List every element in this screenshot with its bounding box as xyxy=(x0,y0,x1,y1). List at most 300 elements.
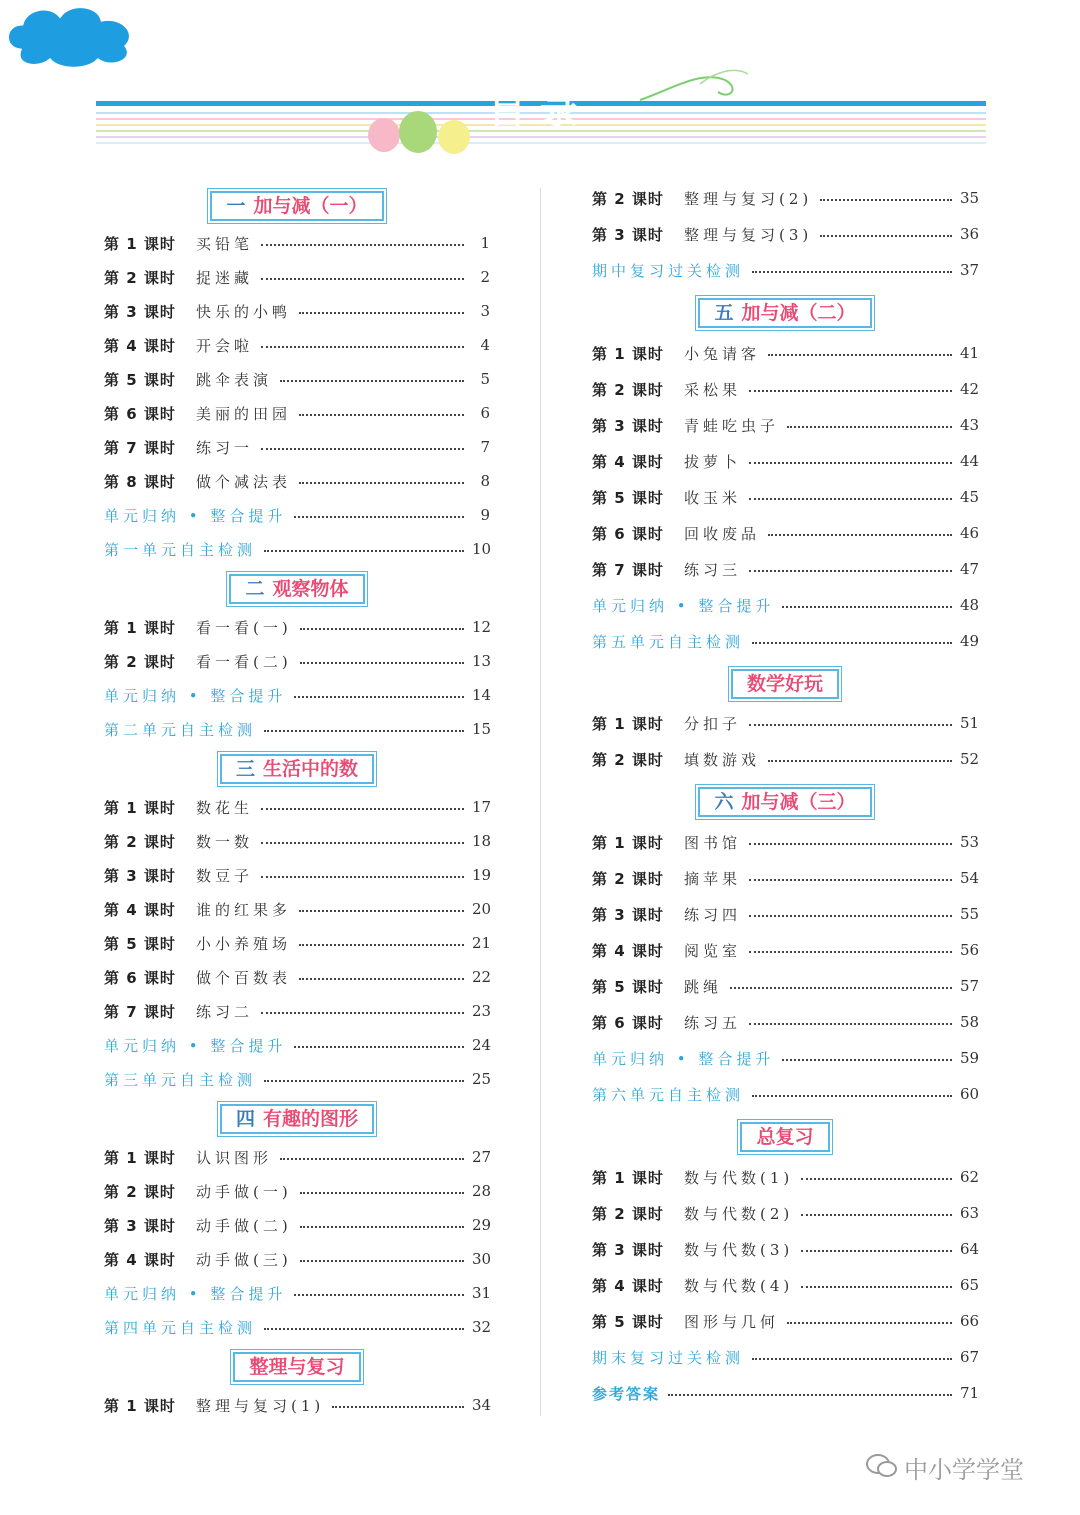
entry-title: 单元归纳 • 整合提升 xyxy=(592,596,775,615)
section-heading xyxy=(592,669,978,699)
toc-entry[interactable] xyxy=(104,1178,490,1204)
toc-entry[interactable] xyxy=(592,1308,978,1334)
entry-title: 做个减法表 xyxy=(196,472,292,491)
lesson-number: 第 1 课时 xyxy=(592,833,664,852)
section-heading-box xyxy=(698,298,871,328)
toc-entry[interactable] xyxy=(104,998,490,1024)
section-title: 有趣的图形 xyxy=(263,1108,359,1130)
lesson-number: 第 1 课时 xyxy=(104,1148,176,1167)
lesson-number: 第 7 课时 xyxy=(104,1002,176,1021)
toc-entry[interactable] xyxy=(104,1246,490,1272)
entry-title: 捉迷藏 xyxy=(196,268,254,287)
page-number: 10 xyxy=(472,540,492,558)
page-number: 23 xyxy=(472,1002,492,1020)
toc-entry[interactable] xyxy=(104,648,490,674)
lesson-number: 第 3 课时 xyxy=(104,1216,176,1235)
page-title: 目录 xyxy=(487,89,592,133)
toc-entry[interactable] xyxy=(104,1280,490,1306)
dot-leader xyxy=(280,1158,464,1160)
dot-leader xyxy=(264,730,464,732)
entry-title: 单元归纳 • 整合提升 xyxy=(592,1049,775,1068)
dot-leader xyxy=(749,1023,952,1025)
dot-leader xyxy=(749,462,952,464)
toc-entry[interactable] xyxy=(104,1392,490,1418)
entry-title: 参考答案 xyxy=(592,1384,661,1403)
page-number: 34 xyxy=(472,1396,492,1414)
entry-title: 第二单元自主检测 xyxy=(104,720,257,739)
toc-entry[interactable] xyxy=(592,257,978,283)
section-number: 三 xyxy=(235,758,255,780)
dot-leader xyxy=(801,1178,952,1180)
page-number: 20 xyxy=(472,900,492,918)
page-number: 12 xyxy=(472,618,492,636)
lesson-number: 第 2 课时 xyxy=(592,869,664,888)
dot-leader xyxy=(332,1406,464,1408)
toc-entry[interactable] xyxy=(104,1144,490,1170)
section-title: 加与减（一） xyxy=(253,195,368,217)
entry-title: 分扣子 xyxy=(684,714,742,733)
page-number: 54 xyxy=(960,869,980,887)
dot-leader xyxy=(300,1226,464,1228)
lesson-number: 第 1 课时 xyxy=(104,798,176,817)
toc-entry[interactable] xyxy=(592,1164,978,1190)
column-divider xyxy=(540,188,541,1416)
page-number: 48 xyxy=(960,596,980,614)
toc-entry[interactable] xyxy=(592,412,978,438)
lesson-number: 第 3 课时 xyxy=(104,866,176,885)
toc-entry[interactable] xyxy=(592,746,978,772)
entry-title: 单元归纳 • 整合提升 xyxy=(104,506,287,525)
entry-title: 小兔请客 xyxy=(684,344,761,363)
dot-leader xyxy=(801,1214,952,1216)
toc-entry[interactable] xyxy=(592,829,978,855)
dot-leader xyxy=(300,662,464,664)
entry-title: 回收废品 xyxy=(684,524,761,543)
entry-title: 动手做(一) xyxy=(196,1182,292,1201)
dot-leader xyxy=(261,808,464,810)
lesson-number: 第 5 课时 xyxy=(592,488,664,507)
entry-title: 期中复习过关检测 xyxy=(592,261,745,280)
page-number: 8 xyxy=(480,472,490,490)
page-number: 13 xyxy=(472,652,492,670)
toc-entry[interactable] xyxy=(104,502,490,528)
lesson-number: 第 8 课时 xyxy=(104,472,176,491)
entry-title: 收玉米 xyxy=(684,488,742,507)
dot-leader xyxy=(261,448,464,450)
page-number: 7 xyxy=(480,438,490,456)
dot-leader xyxy=(752,1358,952,1360)
entry-title: 数豆子 xyxy=(196,866,254,885)
section-heading-box xyxy=(229,574,364,604)
entry-title: 看一看(一) xyxy=(196,618,292,637)
toc-entry[interactable] xyxy=(104,434,490,460)
lesson-number: 第 3 课时 xyxy=(104,302,176,321)
lesson-number: 第 4 课时 xyxy=(592,1276,664,1295)
toc-entry[interactable] xyxy=(592,556,978,582)
lesson-number: 第 1 课时 xyxy=(104,618,176,637)
dot-leader xyxy=(294,1294,464,1296)
entry-title: 数与代数(1) xyxy=(684,1168,794,1187)
section-title: 观察物体 xyxy=(272,578,349,600)
page-number: 41 xyxy=(960,344,980,362)
balloon-icon xyxy=(368,111,470,154)
lesson-number: 第 4 课时 xyxy=(104,1250,176,1269)
section-heading-box xyxy=(698,787,871,817)
page-number: 66 xyxy=(960,1312,980,1330)
section-heading xyxy=(104,574,490,604)
page-number: 14 xyxy=(472,686,492,704)
dot-leader xyxy=(261,346,464,348)
lesson-number: 第 4 课时 xyxy=(592,941,664,960)
entry-title: 谁的红果多 xyxy=(196,900,292,919)
page-number: 59 xyxy=(960,1049,980,1067)
lesson-number: 第 2 课时 xyxy=(592,380,664,399)
entry-title: 美丽的田园 xyxy=(196,404,292,423)
entry-title: 单元归纳 • 整合提升 xyxy=(104,686,287,705)
toc-entry[interactable] xyxy=(104,536,490,562)
entry-title: 青蛙吃虫子 xyxy=(684,416,780,435)
dot-leader xyxy=(294,696,464,698)
section-number: 二 xyxy=(245,578,265,600)
page-number: 62 xyxy=(960,1168,980,1186)
lesson-number: 第 5 课时 xyxy=(104,934,176,953)
dot-leader xyxy=(749,390,952,392)
lesson-number: 第 2 课时 xyxy=(592,750,664,769)
dot-leader xyxy=(768,534,952,536)
lesson-number: 第 5 课时 xyxy=(592,977,664,996)
toc-entry[interactable] xyxy=(592,1009,978,1035)
section-heading xyxy=(592,1122,978,1152)
page-number: 18 xyxy=(472,832,492,850)
lesson-number: 第 6 课时 xyxy=(592,524,664,543)
toc-entry[interactable] xyxy=(104,1066,490,1092)
entry-title: 看一看(二) xyxy=(196,652,292,671)
page-number: 52 xyxy=(960,750,980,768)
section-number: 四 xyxy=(235,1108,255,1130)
lesson-number: 第 3 课时 xyxy=(592,905,664,924)
page-number: 71 xyxy=(960,1384,980,1402)
entry-title: 数与代数(4) xyxy=(684,1276,794,1295)
entry-title: 第四单元自主检测 xyxy=(104,1318,257,1337)
toc-entry[interactable] xyxy=(592,376,978,402)
page-number: 46 xyxy=(960,524,980,542)
page-number: 43 xyxy=(960,416,980,434)
toc-entry[interactable] xyxy=(592,484,978,510)
dot-leader xyxy=(782,1059,952,1061)
entry-title: 第五单元自主检测 xyxy=(592,632,745,651)
page-number: 19 xyxy=(472,866,492,884)
entry-title: 动手做(二) xyxy=(196,1216,292,1235)
page-number: 9 xyxy=(480,506,490,524)
entry-title: 第三单元自主检测 xyxy=(104,1070,257,1089)
toc-entry[interactable] xyxy=(592,1380,978,1406)
dot-leader xyxy=(749,498,952,500)
entry-title: 跳伞表演 xyxy=(196,370,273,389)
page-number: 6 xyxy=(480,404,490,422)
section-heading-box xyxy=(740,1122,829,1152)
toc-entry[interactable] xyxy=(104,400,490,426)
toc-entry[interactable] xyxy=(104,468,490,494)
page-number: 17 xyxy=(472,798,492,816)
lesson-number: 第 2 课时 xyxy=(104,1182,176,1201)
page-number: 67 xyxy=(960,1348,980,1366)
entry-title: 数与代数(3) xyxy=(684,1240,794,1259)
dot-leader xyxy=(820,235,952,237)
dot-leader xyxy=(787,426,952,428)
page-number: 64 xyxy=(960,1240,980,1258)
dot-leader xyxy=(768,760,952,762)
lesson-number: 第 6 课时 xyxy=(592,1013,664,1032)
dot-leader xyxy=(264,1328,464,1330)
page-number: 35 xyxy=(960,189,980,207)
dot-leader xyxy=(261,876,464,878)
dot-leader xyxy=(300,1192,464,1194)
dot-leader xyxy=(787,1322,952,1324)
lesson-number: 第 1 课时 xyxy=(104,234,176,253)
lesson-number: 第 2 课时 xyxy=(592,1204,664,1223)
dot-leader xyxy=(261,842,464,844)
lesson-number: 第 3 课时 xyxy=(592,225,664,244)
toc-entry[interactable] xyxy=(104,682,490,708)
toc-entry[interactable] xyxy=(104,828,490,854)
toc-entry[interactable] xyxy=(592,710,978,736)
section-heading-box xyxy=(210,191,383,221)
toc-entry[interactable] xyxy=(592,592,978,618)
entry-title: 练习三 xyxy=(684,560,742,579)
section-number: 一 xyxy=(226,195,246,217)
page-number: 30 xyxy=(472,1250,492,1268)
section-heading xyxy=(104,1104,490,1134)
page-number: 55 xyxy=(960,905,980,923)
entry-title: 整理与复习(1) xyxy=(196,1396,325,1415)
entry-title: 整理与复习(3) xyxy=(684,225,813,244)
dot-leader xyxy=(749,570,952,572)
toc-entry[interactable] xyxy=(104,332,490,358)
dot-leader xyxy=(749,724,952,726)
lesson-number: 第 5 课时 xyxy=(104,370,176,389)
toc-entry[interactable] xyxy=(104,930,490,956)
dot-leader xyxy=(782,606,952,608)
entry-title: 摘苹果 xyxy=(684,869,742,888)
dot-leader xyxy=(264,550,464,552)
page-number: 21 xyxy=(472,934,492,952)
entry-title: 第一单元自主检测 xyxy=(104,540,257,559)
toc-entry[interactable] xyxy=(592,1236,978,1262)
section-number: 五 xyxy=(714,302,734,324)
lesson-number: 第 3 课时 xyxy=(592,416,664,435)
entry-title: 期末复习过关检测 xyxy=(592,1348,745,1367)
entry-title: 阅览室 xyxy=(684,941,742,960)
entry-title: 买铅笔 xyxy=(196,234,254,253)
dot-leader xyxy=(299,978,464,980)
toc-entry[interactable] xyxy=(592,448,978,474)
dot-leader xyxy=(801,1286,952,1288)
page-number: 1 xyxy=(480,234,490,252)
toc-entry[interactable] xyxy=(104,264,490,290)
toc-entry[interactable] xyxy=(104,614,490,640)
entry-title: 单元归纳 • 整合提升 xyxy=(104,1036,287,1055)
toc-entry[interactable] xyxy=(592,865,978,891)
entry-title: 小小养殖场 xyxy=(196,934,292,953)
section-number: 六 xyxy=(714,791,734,813)
dot-leader xyxy=(730,987,952,989)
toc-entry[interactable] xyxy=(592,628,978,654)
toc-entry[interactable] xyxy=(104,366,490,392)
lesson-number: 第 2 课时 xyxy=(104,268,176,287)
toc-entry[interactable] xyxy=(104,298,490,324)
section-heading-box xyxy=(220,1104,374,1134)
dot-leader xyxy=(299,944,464,946)
page-number: 49 xyxy=(960,632,980,650)
section-heading xyxy=(592,298,978,328)
section-heading xyxy=(592,787,978,817)
toc-entry[interactable] xyxy=(104,1314,490,1340)
section-title: 整理与复习 xyxy=(249,1356,345,1378)
page-number: 57 xyxy=(960,977,980,995)
toc-entry[interactable] xyxy=(592,520,978,546)
toc-entry[interactable] xyxy=(592,1272,978,1298)
entry-title: 练习一 xyxy=(196,438,254,457)
page-number: 60 xyxy=(960,1085,980,1103)
toc-entry[interactable] xyxy=(592,973,978,999)
entry-title: 第六单元自主检测 xyxy=(592,1085,745,1104)
entry-title: 练习二 xyxy=(196,1002,254,1021)
dot-leader xyxy=(261,278,464,280)
page-number: 4 xyxy=(480,336,490,354)
page-number: 31 xyxy=(472,1284,492,1302)
toc-entry[interactable] xyxy=(592,340,978,366)
toc-entry[interactable] xyxy=(104,794,490,820)
dot-leader xyxy=(294,1046,464,1048)
page-number: 53 xyxy=(960,833,980,851)
dot-leader xyxy=(264,1080,464,1082)
toc-entry[interactable] xyxy=(592,937,978,963)
lesson-number: 第 5 课时 xyxy=(592,1312,664,1331)
dot-leader xyxy=(752,271,952,273)
lesson-number: 第 2 课时 xyxy=(104,652,176,671)
section-title: 加与减（二） xyxy=(741,302,856,324)
page-number: 22 xyxy=(472,968,492,986)
page-number: 65 xyxy=(960,1276,980,1294)
page-number: 51 xyxy=(960,714,980,732)
toc-entry[interactable] xyxy=(104,896,490,922)
dot-leader xyxy=(294,516,464,518)
toc-entry[interactable] xyxy=(104,964,490,990)
entry-title: 图书馆 xyxy=(684,833,742,852)
entry-title: 认识图形 xyxy=(196,1148,273,1167)
entry-title: 开会啦 xyxy=(196,336,254,355)
page-number: 24 xyxy=(472,1036,492,1054)
section-heading xyxy=(104,191,490,221)
lesson-number: 第 7 课时 xyxy=(592,560,664,579)
entry-title: 数一数 xyxy=(196,832,254,851)
section-heading xyxy=(104,754,490,784)
page-number: 28 xyxy=(472,1182,492,1200)
dot-leader xyxy=(300,628,464,630)
toc-entry[interactable] xyxy=(592,1344,978,1370)
dot-leader xyxy=(300,1260,464,1262)
dot-leader xyxy=(749,843,952,845)
watermark-text: 中小学学堂 xyxy=(904,1456,1024,1484)
page-number: 3 xyxy=(480,302,490,320)
toc-entry[interactable] xyxy=(592,185,978,211)
dot-leader xyxy=(820,199,952,201)
page-number: 47 xyxy=(960,560,980,578)
entry-title: 数与代数(2) xyxy=(684,1204,794,1223)
page-number: 27 xyxy=(472,1148,492,1166)
toc-entry[interactable] xyxy=(104,716,490,742)
dot-leader xyxy=(752,1095,952,1097)
dot-leader xyxy=(801,1250,952,1252)
page-number: 5 xyxy=(480,370,490,388)
lesson-number: 第 4 课时 xyxy=(592,452,664,471)
toc-entry[interactable] xyxy=(592,221,978,247)
entry-title: 采松果 xyxy=(684,380,742,399)
dot-leader xyxy=(768,354,952,356)
entry-title: 跳绳 xyxy=(684,977,723,996)
lesson-number: 第 1 课时 xyxy=(592,344,664,363)
dot-leader xyxy=(299,482,464,484)
toc-entry[interactable] xyxy=(104,862,490,888)
page-number: 37 xyxy=(960,261,980,279)
dot-leader xyxy=(749,951,952,953)
entry-title: 拔萝卜 xyxy=(684,452,742,471)
dot-leader xyxy=(752,642,952,644)
dot-leader xyxy=(261,1012,464,1014)
entry-title: 练习四 xyxy=(684,905,742,924)
entry-title: 快乐的小鸭 xyxy=(196,302,292,321)
dot-leader xyxy=(299,910,464,912)
section-heading-box xyxy=(233,1352,360,1382)
toc-entry[interactable] xyxy=(592,1045,978,1071)
page-header xyxy=(0,0,1080,170)
entry-title: 做个百数表 xyxy=(196,968,292,987)
lesson-number: 第 6 课时 xyxy=(104,968,176,987)
page-number: 36 xyxy=(960,225,980,243)
lesson-number: 第 2 课时 xyxy=(592,189,664,208)
entry-title: 图形与几何 xyxy=(684,1312,780,1331)
toc-entry[interactable] xyxy=(104,230,490,256)
section-heading-box xyxy=(731,669,839,699)
page-number: 56 xyxy=(960,941,980,959)
toc-entry[interactable] xyxy=(592,901,978,927)
page-number: 29 xyxy=(472,1216,492,1234)
entry-title: 动手做(三) xyxy=(196,1250,292,1269)
dot-leader xyxy=(749,915,952,917)
entry-title: 练习五 xyxy=(684,1013,742,1032)
lesson-number: 第 4 课时 xyxy=(104,336,176,355)
wechat-icon xyxy=(866,1452,898,1480)
toc-entry[interactable] xyxy=(592,1081,978,1107)
section-title: 数学好玩 xyxy=(746,673,823,695)
toc-entry[interactable] xyxy=(104,1212,490,1238)
lesson-number: 第 7 课时 xyxy=(104,438,176,457)
lesson-number: 第 1 课时 xyxy=(592,1168,664,1187)
page-number: 44 xyxy=(960,452,980,470)
section-title: 总复习 xyxy=(756,1126,814,1148)
section-heading-box xyxy=(220,754,374,784)
dot-leader xyxy=(668,1394,952,1396)
page-number: 63 xyxy=(960,1204,980,1222)
section-heading xyxy=(104,1352,490,1382)
toc-entry[interactable] xyxy=(592,1200,978,1226)
page-number: 32 xyxy=(472,1318,492,1336)
page-number: 58 xyxy=(960,1013,980,1031)
lesson-number: 第 6 课时 xyxy=(104,404,176,423)
toc-entry[interactable] xyxy=(104,1032,490,1058)
dot-leader xyxy=(280,380,464,382)
entry-title: 数花生 xyxy=(196,798,254,817)
